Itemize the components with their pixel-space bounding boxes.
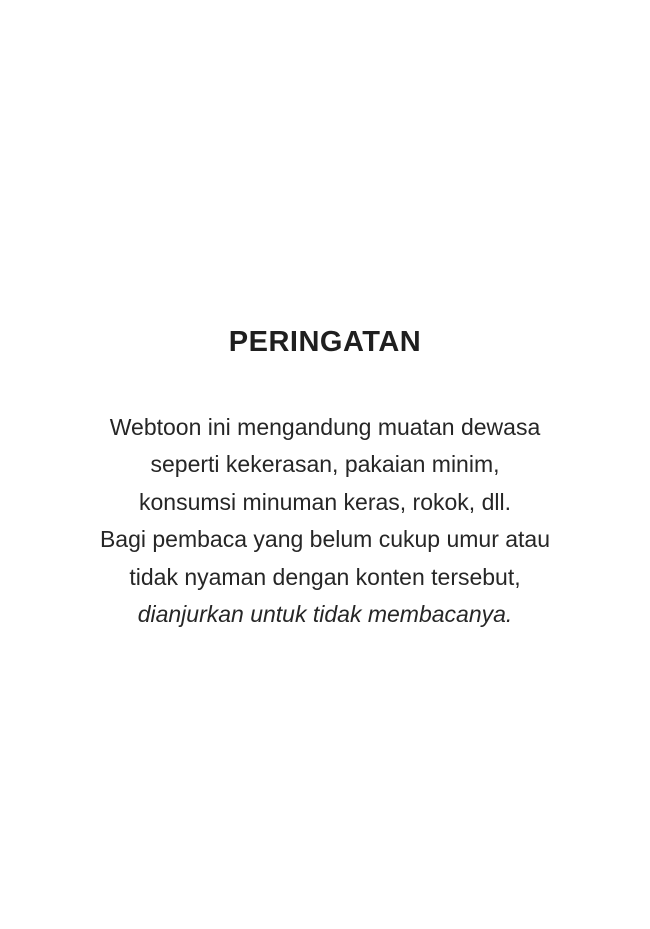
warning-line: konsumsi minuman keras, rokok, dll. [139,488,511,515]
warning-line: tidak nyaman dengan konten tersebut, [129,563,521,590]
warning-text-block [0,409,650,634]
warning-content [0,327,650,634]
warning-line-italic: dianjurkan untuk tidak membacanya. [137,601,513,628]
warning-line: Webtoon ini mengandung muatan dewasa [109,413,541,440]
page-title: PERINGATAN [228,326,422,358]
warning-line: seperti kekerasan, pakaian minim, [150,451,500,478]
warning-line: Bagi pembaca yang belum cukup umur atau [99,526,551,553]
